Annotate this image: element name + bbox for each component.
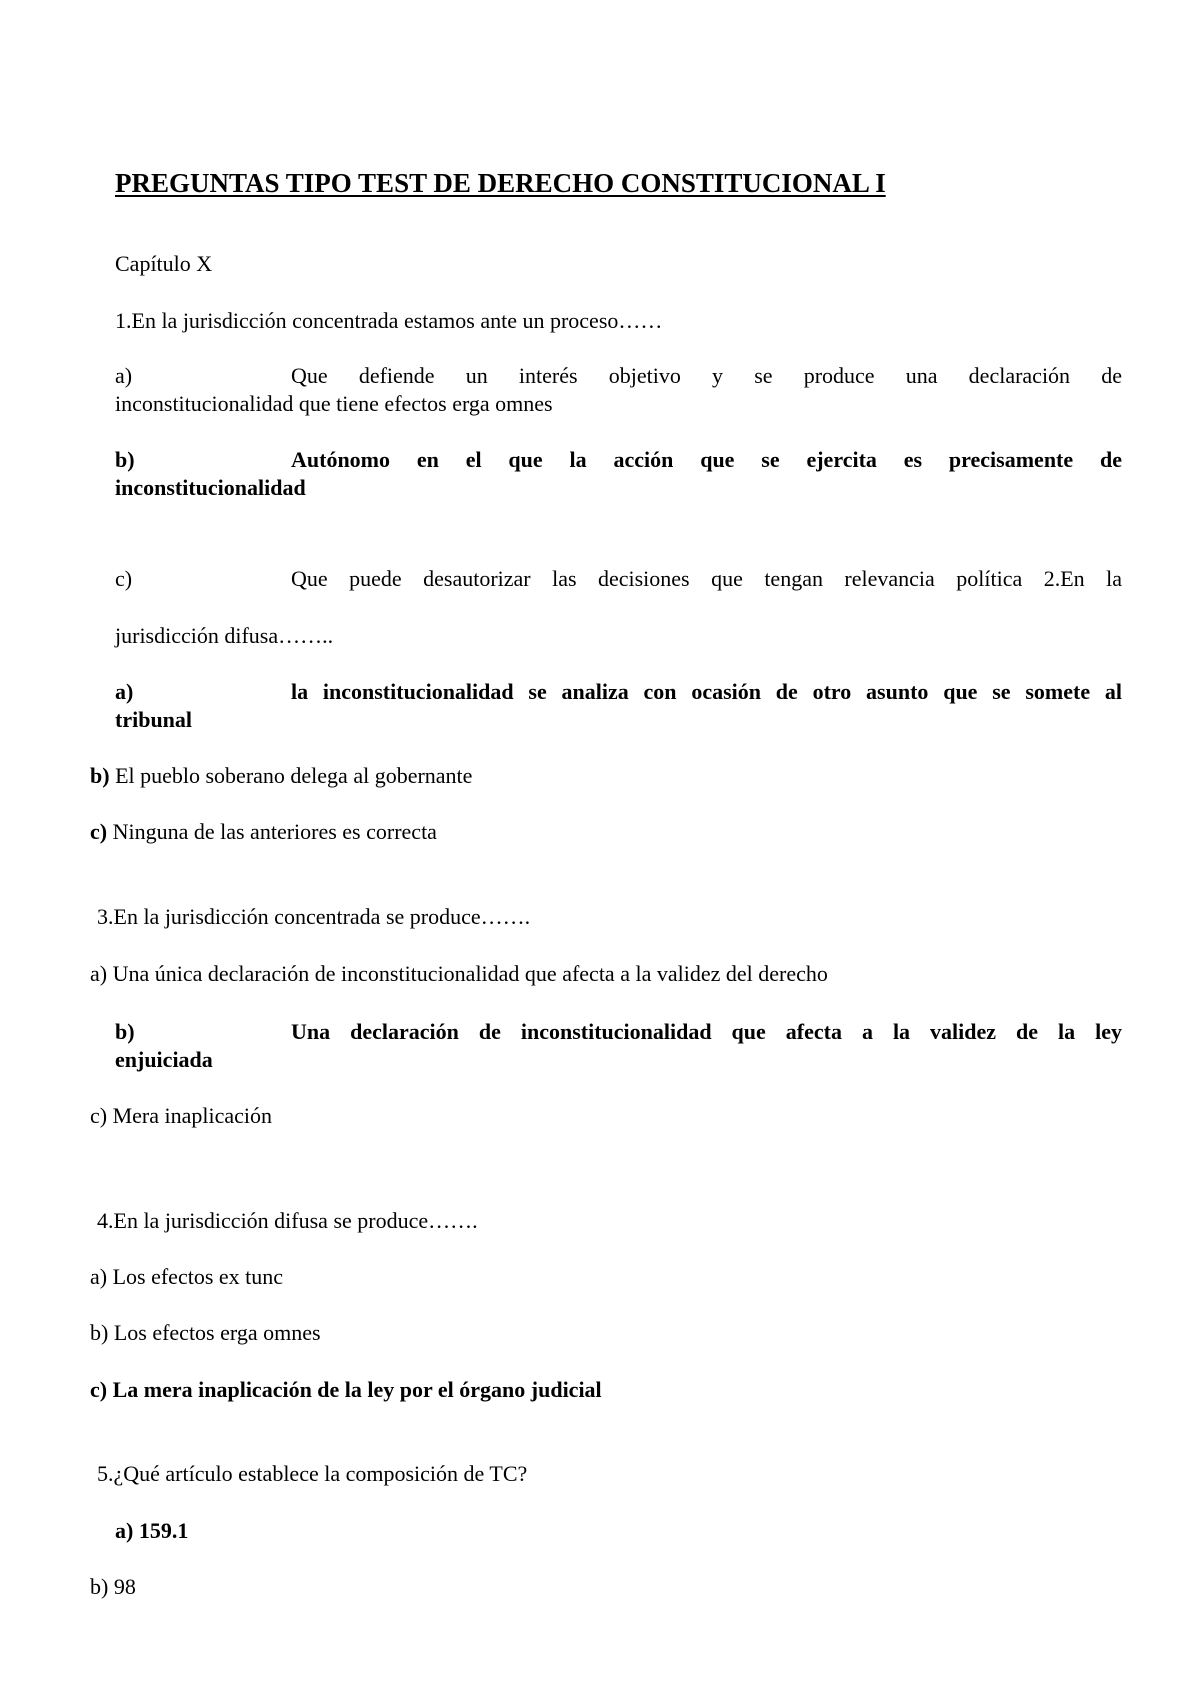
- q3-option-c: c) Mera inaplicación: [90, 1103, 273, 1128]
- q1-option-c-line1: c) Que puede desautorizar las decisiones que tengan relevancia política 2.En la: [115, 566, 1122, 591]
- q3-option-b: [115, 1018, 1122, 1074]
- q1-option-b-line1: b) Autónomo en el que la acción que se ejercita es precisamente de: [115, 447, 1122, 472]
- q4-option-b: b) Los efectos erga omnes: [90, 1320, 321, 1345]
- q5-option-b: b) 98: [90, 1574, 136, 1599]
- q1-option-a: [115, 362, 1122, 418]
- chapter-heading: Capítulo X: [115, 251, 213, 276]
- q1-option-b-line2: inconstitucionalidad: [115, 475, 306, 500]
- question-5: 5.¿Qué artículo establece la composición de TC?: [97, 1461, 528, 1486]
- q1-option-a-line2: inconstitucionalidad que tiene efectos erga omnes: [115, 391, 553, 416]
- q5-option-a: a) 159.1: [115, 1518, 189, 1543]
- question-4: 4.En la jurisdicción difusa se produce…….: [97, 1208, 478, 1233]
- q3-option-b-line1: b) Una declaración de inconstitucionalidad que afecta a la validez de la ley: [115, 1019, 1122, 1044]
- question-2-continuation: jurisdicción difusa……..: [115, 623, 334, 648]
- q1-option-b: [115, 446, 1122, 502]
- q4-option-c: c) La mera inaplicación de la ley por el órgano judicial: [90, 1377, 602, 1402]
- q2-option-a-line1: a) la inconstitucionalidad se analiza con ocasión de otro asunto que se somete al: [115, 679, 1122, 704]
- question-3: 3.En la jurisdicción concentrada se produce…….: [97, 904, 531, 929]
- q4-option-a: a) Los efectos ex tunc: [90, 1264, 284, 1289]
- q2-option-a-line2: tribunal: [115, 707, 193, 732]
- q1-option-c: [115, 565, 1122, 593]
- q2-option-b: b) El pueblo soberano delega al gobernante: [90, 763, 473, 788]
- q2-option-c: c) Ninguna de las anteriores es correcta: [90, 819, 437, 844]
- document-title: PREGUNTAS TIPO TEST DE DERECHO CONSTITUCIONAL I: [115, 168, 886, 198]
- q2-option-a: [115, 678, 1122, 734]
- q1-option-a-line1: a) Que defiende un interés objetivo y se produce una declaración de: [115, 363, 1122, 388]
- question-1: 1.En la jurisdicción concentrada estamos ante un proceso……: [115, 308, 663, 333]
- q3-option-b-line2: enjuiciada: [115, 1047, 213, 1072]
- q3-option-a: a) Una única declaración de inconstitucionalidad que afecta a la validez del derecho: [90, 961, 828, 986]
